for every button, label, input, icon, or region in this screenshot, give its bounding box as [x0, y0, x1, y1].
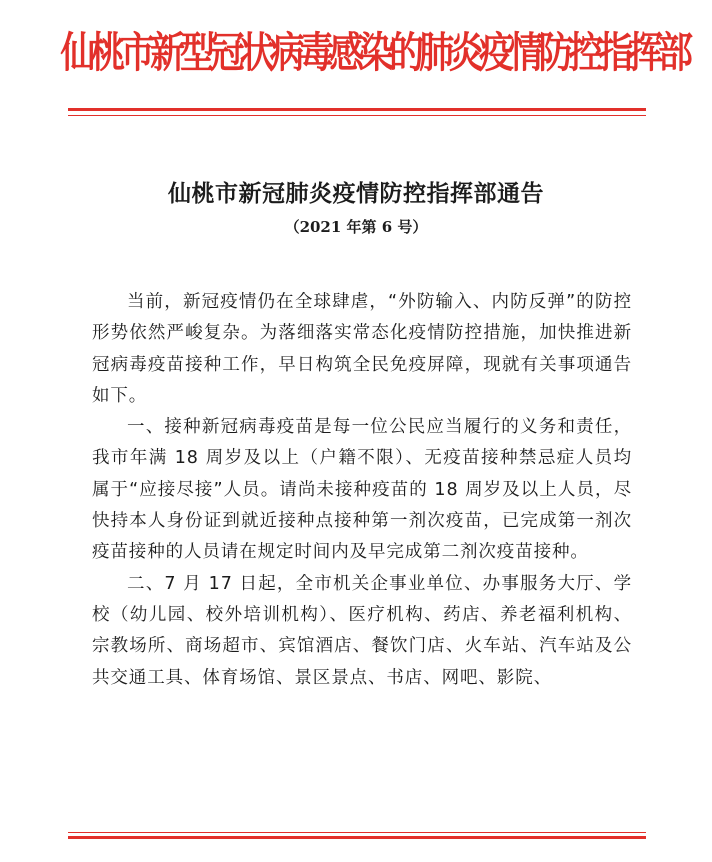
issuing-authority-header: 仙桃市新型冠状病毒感染的肺炎疫情防控指挥部: [60, 28, 689, 77]
footer-rule-thin: [68, 832, 646, 833]
notice-title: 仙桃市新冠肺炎疫情防控指挥部通告: [168, 180, 544, 207]
footer-rule-thick: [68, 836, 646, 839]
paragraph-item-2: 二、7 月 17 日起，全市机关企事业单位、办事服务大厅、学校（幼儿园、校外培训机构）、医疗机构、药店、养老福利机构、宗教场所、商场超市、宾馆酒店、餐饮门店、火车站、汽车站及公共交通工具、体育场馆、景区景点、书店、网吧、影院、: [92, 573, 632, 688]
header-rule-thin: [68, 115, 646, 116]
notice-number: （2021 年第 6 号）: [284, 218, 428, 236]
notice-body: [92, 287, 632, 694]
header-rule-thick: [68, 108, 646, 111]
paragraph-intro: 当前，新冠疫情仍在全球肆虐，“外防输入、内防反弹”的防控形势依然严峻复杂。为落细落实常态化疫情防控措施，加快推进新冠病毒疫苗接种工作，早日构筑全民免疫屏障，现就有关事项通告如下。: [92, 292, 632, 406]
paragraph-item-1: 一、接种新冠病毒疫苗是每一位公民应当履行的义务和责任，我市年满 18 周岁及以上（户籍不限）、无疫苗接种禁忌症人员均属于“应接尽接”人员。请尚未接种疫苗的 18 周岁及以上人员，尽快持本人身份证到就近接种点接种第一剂次疫苗，已完成第一剂次疫苗接种的人员请在规定时间内及早完成第二剂次疫苗接种。: [92, 417, 632, 563]
